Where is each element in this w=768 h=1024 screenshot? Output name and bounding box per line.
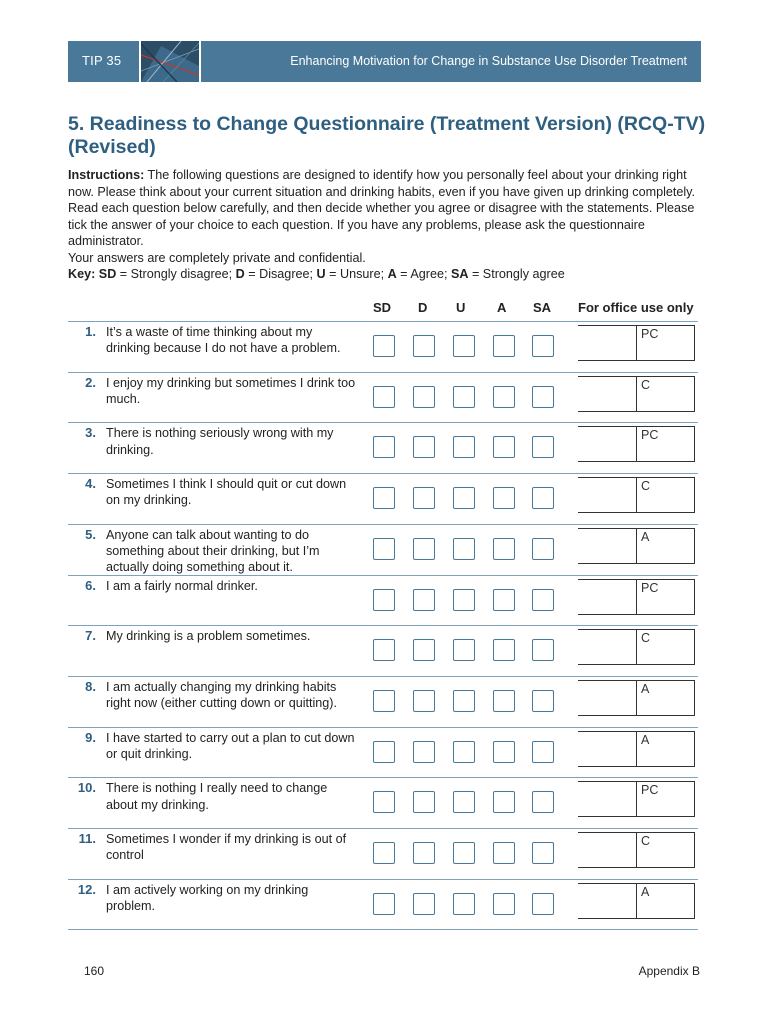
column-header-d: D — [418, 300, 428, 315]
question-row — [68, 727, 700, 777]
office-line — [578, 563, 636, 564]
office-line — [578, 325, 636, 326]
checkbox-u[interactable] — [453, 893, 475, 915]
office-code-box — [636, 426, 695, 462]
header-graphic — [139, 41, 201, 82]
office-use-field — [578, 528, 693, 564]
checkbox-d[interactable] — [413, 893, 435, 915]
question-number: 12. — [77, 881, 96, 897]
page-number: 160 — [84, 964, 105, 978]
instructions — [68, 167, 708, 283]
question-number: 3. — [85, 425, 96, 441]
checkbox-sd[interactable] — [373, 436, 395, 458]
scale-code: A — [641, 732, 650, 747]
office-use-field — [578, 426, 693, 462]
checkbox-a[interactable] — [493, 893, 515, 915]
office-use-field — [578, 731, 693, 767]
question-number: 5. — [85, 526, 96, 542]
header-title: Enhancing Motivation for Change in Substance Use Disorder Treatment — [290, 54, 687, 68]
column-header-u: U — [456, 300, 466, 315]
column-header-sa: SA — [533, 300, 552, 315]
checkbox-u[interactable] — [453, 741, 475, 763]
column-header-office: For office use only — [578, 300, 694, 315]
key-a: A — [387, 267, 397, 281]
question-text: Sometimes I wonder if my drinking is out of control — [106, 832, 347, 863]
office-code-box — [636, 731, 695, 767]
question-number: 2. — [85, 374, 96, 390]
office-line — [578, 731, 636, 732]
office-line — [578, 883, 636, 884]
checkbox-sa[interactable] — [532, 386, 554, 408]
column-header-a: A — [497, 300, 507, 315]
checkbox-sd[interactable] — [373, 538, 395, 560]
question-row — [68, 321, 700, 371]
checkbox-sa[interactable] — [532, 335, 554, 357]
scale-code: C — [641, 377, 651, 392]
answer-key — [68, 266, 708, 283]
question-text: I have started to carry out a plan to cut down or quit drinking. — [106, 730, 355, 761]
checkbox-a[interactable] — [493, 386, 515, 408]
office-line — [578, 360, 636, 361]
question-row — [68, 524, 700, 574]
checkbox-u[interactable] — [453, 690, 475, 712]
office-use-field — [578, 376, 693, 412]
tip-label: TIP 35 — [82, 53, 122, 68]
office-use-field — [578, 832, 693, 868]
key-sd: SD — [98, 267, 117, 281]
checkbox-u[interactable] — [453, 538, 475, 560]
checkbox-a[interactable] — [493, 741, 515, 763]
office-line — [578, 766, 636, 767]
privacy-note: Your answers are completely private and confidential. — [68, 250, 366, 265]
checkbox-sd[interactable] — [373, 589, 395, 611]
office-use-field — [578, 579, 693, 615]
question-row — [68, 828, 700, 878]
checkbox-a[interactable] — [493, 842, 515, 864]
office-line — [578, 461, 636, 462]
checkbox-d[interactable] — [413, 335, 435, 357]
office-line — [578, 629, 636, 630]
question-row — [68, 879, 700, 929]
checkbox-sa[interactable] — [532, 487, 554, 509]
office-use-field — [578, 629, 693, 665]
key-d: D — [235, 267, 245, 281]
office-line — [578, 715, 636, 716]
scale-code: PC — [641, 327, 659, 341]
checkbox-d[interactable] — [413, 538, 435, 560]
checkbox-d[interactable] — [413, 386, 435, 408]
office-line — [578, 512, 636, 513]
question-text: My drinking is a problem sometimes. — [106, 629, 311, 644]
checkbox-sa[interactable] — [532, 690, 554, 712]
checkbox-d[interactable] — [413, 487, 435, 509]
scale-code: C — [641, 834, 651, 848]
office-line — [578, 614, 636, 615]
office-line — [578, 816, 636, 817]
scale-code: A — [641, 681, 650, 696]
instructions-paragraph — [68, 167, 708, 250]
checkbox-sa[interactable] — [532, 741, 554, 763]
checkbox-sd[interactable] — [373, 335, 395, 357]
key-a-def: = Agree; — [396, 267, 451, 281]
question-number: 4. — [85, 476, 96, 492]
checkbox-sd[interactable] — [373, 842, 395, 864]
checkbox-sa[interactable] — [532, 791, 554, 813]
question-number: 11. — [78, 831, 96, 846]
page-header — [68, 41, 701, 82]
checkbox-sd[interactable] — [373, 639, 395, 661]
scale-code: A — [641, 884, 650, 899]
checkbox-a[interactable] — [493, 791, 515, 813]
question-row — [68, 372, 700, 422]
key-u: U — [316, 267, 326, 281]
checkbox-sd[interactable] — [373, 893, 395, 915]
question-number: 9. — [85, 729, 96, 745]
abstract-lines-icon — [141, 41, 199, 82]
office-code-box — [636, 883, 695, 919]
office-code-box — [636, 528, 695, 564]
question-row — [68, 676, 700, 726]
checkbox-u[interactable] — [453, 335, 475, 357]
question-row — [68, 575, 700, 625]
office-line — [578, 376, 636, 377]
question-row — [68, 625, 700, 675]
row-divider — [68, 929, 698, 930]
checkbox-d[interactable] — [413, 589, 435, 611]
checkbox-sa[interactable] — [532, 589, 554, 611]
office-line — [578, 426, 636, 427]
checkbox-d[interactable] — [413, 436, 435, 458]
office-line — [578, 528, 636, 529]
office-use-field — [578, 883, 693, 919]
column-headers — [0, 300, 768, 318]
checkbox-u[interactable] — [453, 589, 475, 611]
question-number: 10. — [77, 780, 96, 796]
question-number: 1. — [85, 324, 96, 339]
office-line — [578, 832, 636, 833]
checkbox-u[interactable] — [453, 487, 475, 509]
question-text: I enjoy my drinking but sometimes I drink too much. — [106, 375, 356, 406]
question-text: It’s a waste of time thinking about my drinking because I do not have a problem. — [106, 325, 341, 356]
office-use-field — [578, 781, 693, 817]
question-row — [68, 473, 700, 523]
office-code-box — [636, 325, 695, 361]
checkbox-a[interactable] — [493, 335, 515, 357]
question-text: Anyone can talk about wanting to do something about their drinking, but I’m actually doing something about it. — [106, 527, 320, 575]
checkbox-sd[interactable] — [373, 386, 395, 408]
key-d-def: = Disagree; — [244, 267, 317, 281]
scale-code: C — [641, 631, 651, 646]
office-line — [578, 680, 636, 681]
question-number: 8. — [85, 678, 96, 694]
page-title: 5. Readiness to Change Questionnaire (Treatment Version) (RCQ-TV) (Revised) — [68, 113, 706, 158]
checkbox-a[interactable] — [493, 690, 515, 712]
checkbox-d[interactable] — [413, 690, 435, 712]
key-u-def: = Unsure; — [325, 267, 388, 281]
checkbox-sa[interactable] — [532, 538, 554, 560]
office-line — [578, 411, 636, 412]
instructions-label: Instructions: — [68, 168, 145, 182]
scale-code: PC — [641, 783, 659, 798]
office-code-box — [636, 680, 695, 716]
checkbox-u[interactable] — [453, 842, 475, 864]
checkbox-sd[interactable] — [373, 791, 395, 813]
key-label: Key: — [68, 267, 96, 281]
key-sd-def: = Strongly disagree; — [116, 267, 236, 281]
office-line — [578, 477, 636, 478]
question-text: Sometimes I think I should quit or cut down on my drinking. — [106, 477, 347, 508]
checkbox-d[interactable] — [413, 639, 435, 661]
checkbox-a[interactable] — [493, 487, 515, 509]
checkbox-d[interactable] — [413, 791, 435, 813]
office-line — [578, 664, 636, 665]
checkbox-sa[interactable] — [532, 842, 554, 864]
checkbox-a[interactable] — [493, 589, 515, 611]
office-line — [578, 781, 636, 782]
checkbox-sd[interactable] — [373, 690, 395, 712]
checkbox-a[interactable] — [493, 436, 515, 458]
checkbox-sd[interactable] — [373, 487, 395, 509]
office-code-box — [636, 629, 695, 665]
office-code-box — [636, 832, 695, 868]
checkbox-sa[interactable] — [532, 893, 554, 915]
scale-code: PC — [641, 580, 659, 595]
checkbox-sa[interactable] — [532, 639, 554, 661]
checkbox-u[interactable] — [453, 791, 475, 813]
question-text: I am actively working on my drinking problem. — [106, 882, 309, 913]
office-use-field — [578, 477, 693, 513]
checkbox-a[interactable] — [493, 538, 515, 560]
section-label: Appendix B — [638, 964, 700, 978]
checkbox-u[interactable] — [453, 639, 475, 661]
office-code-box — [636, 579, 695, 615]
instructions-text: The following questions are designed to identify how you personally feel about your drinking right now. Please think about your current situation and drinking habits, even if you have given up drinking completely. Read each question below carefully, and then decide whether you agree or disagree with the statements. Please tick the answer of your choice to each question. If you have any problems, please ask the questionnaire administrator. — [68, 168, 696, 248]
checkbox-u[interactable] — [453, 436, 475, 458]
key-sa-def: = Strongly agree — [468, 267, 565, 281]
checkbox-d[interactable] — [413, 842, 435, 864]
question-text: I am actually changing my drinking habits right now (either cutting down or quitting). — [106, 679, 338, 711]
scale-code: PC — [641, 428, 659, 443]
checkbox-sa[interactable] — [532, 436, 554, 458]
question-text: There is nothing I really need to change about my drinking. — [106, 781, 328, 812]
question-text: There is nothing seriously wrong with my drinking. — [106, 426, 334, 457]
question-number: 7. — [85, 628, 96, 644]
checkbox-a[interactable] — [493, 639, 515, 661]
office-line — [578, 867, 636, 868]
office-code-box — [636, 781, 695, 817]
office-line — [578, 579, 636, 580]
question-number: 6. — [85, 577, 96, 593]
scale-code: A — [641, 529, 650, 544]
checkbox-u[interactable] — [453, 386, 475, 408]
question-row — [68, 422, 700, 472]
office-code-box — [636, 376, 695, 412]
key-sa: SA — [450, 267, 469, 281]
question-text: I am a fairly normal drinker. — [106, 578, 258, 593]
office-use-field — [578, 680, 693, 716]
column-header-sd: SD — [373, 300, 392, 315]
question-row — [68, 777, 700, 827]
checkbox-d[interactable] — [413, 741, 435, 763]
office-code-box — [636, 477, 695, 513]
office-use-field — [578, 325, 693, 361]
scale-code: C — [641, 479, 651, 494]
office-line — [578, 918, 636, 919]
checkbox-sd[interactable] — [373, 741, 395, 763]
